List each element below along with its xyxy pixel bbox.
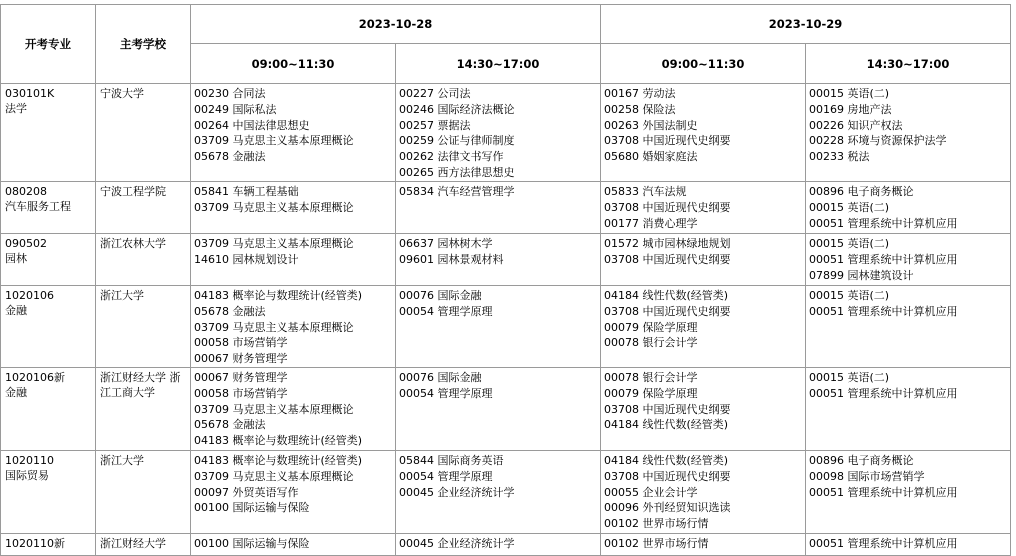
school-cell: 宁波大学 <box>96 84 191 182</box>
session-courses-cell <box>806 451 1011 534</box>
course-item: 00015 英语(二) <box>809 87 890 100</box>
course-item: 00076 国际金融 <box>399 289 482 302</box>
session-courses-cell <box>601 534 806 556</box>
course-item: 00045 企业经济统计学 <box>399 537 515 550</box>
course-item: 00228 环境与资源保护法学 <box>809 134 947 148</box>
course-item: 04183 概率论与数理统计(经管类) <box>194 454 363 467</box>
table-row <box>1 368 1011 451</box>
header-school: 主考学校 <box>96 5 191 84</box>
course-item: 04184 线性代数(经管类) <box>604 418 729 432</box>
session-courses-cell <box>601 84 806 182</box>
course-item: 00896 电子商务概论 <box>809 454 914 467</box>
course-item: 03709 马克思主义基本原理概论 <box>194 200 354 214</box>
course-item: 03709 马克思主义基本原理概论 <box>194 320 354 334</box>
session-courses-cell <box>601 234 806 286</box>
session-courses-cell <box>806 182 1011 234</box>
major-cell <box>1 286 96 368</box>
major-name: 汽车服务工程 <box>5 200 71 213</box>
major-code: 1020106 <box>5 289 54 302</box>
course-item: 00258 保险法 <box>604 102 676 116</box>
course-item: 00100 国际运输与保险 <box>194 501 310 515</box>
session-courses-cell <box>601 286 806 368</box>
course-item: 00078 银行会计学 <box>604 336 698 350</box>
course-item: 03709 马克思主义基本原理概论 <box>194 134 354 148</box>
session-courses-cell <box>806 286 1011 368</box>
session-courses-cell <box>396 451 601 534</box>
session-courses-cell <box>191 451 396 534</box>
course-item: 00167 劳动法 <box>604 87 676 100</box>
school-cell: 浙江财经大学 浙江工商大学 <box>96 368 191 451</box>
course-item: 03708 中国近现代史纲要 <box>604 469 731 483</box>
course-item: 06637 园林树木学 <box>399 237 493 250</box>
school-cell: 浙江财经大学 <box>96 534 191 556</box>
major-cell <box>1 182 96 234</box>
course-item: 00227 公司法 <box>399 87 471 100</box>
session-courses-cell <box>396 182 601 234</box>
header-session-2: 14:30~17:00 <box>396 44 601 84</box>
major-code: 1020110 <box>5 454 54 467</box>
course-item: 00230 合同法 <box>194 87 266 100</box>
course-item: 00259 公证与律师制度 <box>399 134 515 148</box>
course-item: 00058 市场营销学 <box>194 386 288 400</box>
course-item: 00100 国际运输与保险 <box>194 537 310 550</box>
session-courses-cell <box>806 84 1011 182</box>
course-item: 00051 管理系统中计算机应用 <box>809 252 958 266</box>
session-courses-cell <box>396 286 601 368</box>
major-code: 090502 <box>5 237 47 250</box>
session-courses-cell <box>806 234 1011 286</box>
course-item: 00078 银行会计学 <box>604 371 698 384</box>
course-item: 09601 园林景观材料 <box>399 252 504 266</box>
course-item: 00263 外国法制史 <box>604 118 698 132</box>
session-courses-cell <box>806 534 1011 556</box>
course-item: 00051 管理系统中计算机应用 <box>809 216 958 230</box>
major-code: 030101K <box>5 87 55 100</box>
course-item: 00097 外贸英语写作 <box>194 485 299 499</box>
major-cell <box>1 234 96 286</box>
session-courses-cell <box>396 368 601 451</box>
school-cell: 浙江大学 <box>96 286 191 368</box>
course-item: 04183 概率论与数理统计(经管类) <box>194 434 363 448</box>
course-item: 03709 马克思主义基本原理概论 <box>194 237 354 250</box>
table-row <box>1 234 1011 286</box>
course-item: 00015 英语(二) <box>809 371 890 384</box>
course-item: 00045 企业经济统计学 <box>399 485 515 499</box>
table-row <box>1 84 1011 182</box>
course-item: 14610 园林规划设计 <box>194 252 299 266</box>
course-item: 03709 马克思主义基本原理概论 <box>194 402 354 416</box>
major-name: 国际贸易 <box>5 469 49 482</box>
course-item: 00015 英语(二) <box>809 289 890 302</box>
course-item: 00067 财务管理学 <box>194 352 288 366</box>
course-item: 00079 保险学原理 <box>604 320 698 334</box>
session-courses-cell <box>191 534 396 556</box>
session-courses-cell <box>396 534 601 556</box>
session-courses-cell <box>191 182 396 234</box>
exam-schedule-table <box>0 4 1011 556</box>
course-item: 00015 英语(二) <box>809 237 890 250</box>
course-item: 05678 金融法 <box>194 304 266 318</box>
header-major: 开考专业 <box>1 5 96 84</box>
major-name: 金融 <box>5 386 27 399</box>
course-item: 00058 市场营销学 <box>194 336 288 350</box>
session-courses-cell <box>191 84 396 182</box>
course-item: 03708 中国近现代史纲要 <box>604 200 731 214</box>
course-item: 04183 概率论与数理统计(经管类) <box>194 289 363 302</box>
header-session-3: 09:00~11:30 <box>601 44 806 84</box>
course-item: 04184 线性代数(经管类) <box>604 289 729 302</box>
course-item: 00257 票据法 <box>399 118 471 132</box>
course-item: 00051 管理系统中计算机应用 <box>809 386 958 400</box>
course-item: 00226 知识产权法 <box>809 118 903 132</box>
course-item: 00067 财务管理学 <box>194 371 288 384</box>
session-courses-cell <box>601 182 806 234</box>
session-courses-cell <box>191 368 396 451</box>
major-name: 金融 <box>5 304 27 317</box>
header-date-1: 2023-10-28 <box>191 5 601 44</box>
course-item: 00051 管理系统中计算机应用 <box>809 304 958 318</box>
header-session-4: 14:30~17:00 <box>806 44 1011 84</box>
session-courses-cell <box>191 234 396 286</box>
course-item: 00076 国际金融 <box>399 371 482 384</box>
course-item: 03709 马克思主义基本原理概论 <box>194 469 354 483</box>
table-row <box>1 534 1011 556</box>
course-item: 00096 外刊经贸知识选读 <box>604 501 731 515</box>
session-courses-cell <box>396 84 601 182</box>
course-item: 00015 英语(二) <box>809 200 890 214</box>
course-item: 05841 车辆工程基础 <box>194 185 299 198</box>
course-item: 05678 金融法 <box>194 418 266 432</box>
major-code: 080208 <box>5 185 47 198</box>
course-item: 00051 管理系统中计算机应用 <box>809 537 958 550</box>
course-item: 00054 管理学原理 <box>399 304 493 318</box>
course-item: 00233 税法 <box>809 150 870 164</box>
table-row <box>1 182 1011 234</box>
session-courses-cell <box>806 368 1011 451</box>
course-item: 00051 管理系统中计算机应用 <box>809 485 958 499</box>
major-cell <box>1 451 96 534</box>
major-code: 1020106新 <box>5 371 65 384</box>
course-item: 05680 婚姻家庭法 <box>604 150 698 164</box>
course-item: 07899 园林建筑设计 <box>809 268 914 282</box>
session-courses-cell <box>191 286 396 368</box>
course-item: 00249 国际私法 <box>194 102 277 116</box>
schedule-body <box>1 84 1011 556</box>
course-item: 01572 城市园林绿地规划 <box>604 237 731 250</box>
header-session-1: 09:00~11:30 <box>191 44 396 84</box>
course-item: 03708 中国近现代史纲要 <box>604 134 731 148</box>
table-row <box>1 286 1011 368</box>
major-code: 1020110新 <box>5 537 65 550</box>
course-item: 03708 中国近现代史纲要 <box>604 304 731 318</box>
course-item: 05678 金融法 <box>194 150 266 164</box>
course-item: 03708 中国近现代史纲要 <box>604 402 731 416</box>
course-item: 00177 消费心理学 <box>604 216 698 230</box>
course-item: 03708 中国近现代史纲要 <box>604 252 731 266</box>
course-item: 05844 国际商务英语 <box>399 454 504 467</box>
course-item: 00054 管理学原理 <box>399 386 493 400</box>
course-item: 00102 世界市场行情 <box>604 517 709 531</box>
course-item: 00264 中国法律思想史 <box>194 118 310 132</box>
header-date-2: 2023-10-29 <box>601 5 1011 44</box>
school-cell: 宁波工程学院 <box>96 182 191 234</box>
major-cell <box>1 84 96 182</box>
course-item: 00079 保险学原理 <box>604 386 698 400</box>
course-item: 00098 国际市场营销学 <box>809 469 925 483</box>
major-name: 园林 <box>5 252 27 265</box>
school-cell: 浙江大学 <box>96 451 191 534</box>
major-cell <box>1 368 96 451</box>
course-item: 05833 汽车法规 <box>604 185 687 198</box>
course-item: 05834 汽车经营管理学 <box>399 185 515 198</box>
school-cell: 浙江农林大学 <box>96 234 191 286</box>
course-item: 04184 线性代数(经管类) <box>604 454 729 467</box>
course-item: 00055 企业会计学 <box>604 485 698 499</box>
course-item: 00246 国际经济法概论 <box>399 102 515 116</box>
session-courses-cell <box>601 451 806 534</box>
major-name: 法学 <box>5 102 27 115</box>
course-item: 00896 电子商务概论 <box>809 185 914 198</box>
course-item: 00265 西方法律思想史 <box>399 165 515 179</box>
course-item: 00169 房地产法 <box>809 102 892 116</box>
course-item: 00054 管理学原理 <box>399 469 493 483</box>
course-item: 00102 世界市场行情 <box>604 537 709 550</box>
course-item: 00262 法律文书写作 <box>399 150 504 164</box>
session-courses-cell <box>601 368 806 451</box>
table-row <box>1 451 1011 534</box>
major-cell <box>1 534 96 556</box>
session-courses-cell <box>396 234 601 286</box>
